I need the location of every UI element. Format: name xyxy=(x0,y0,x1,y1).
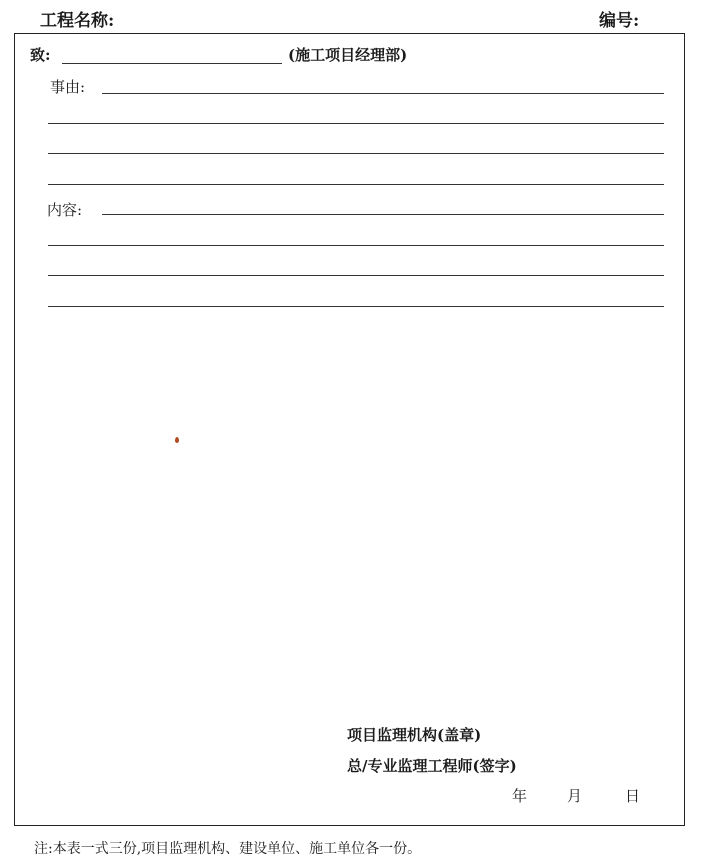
reason-label: 事由: xyxy=(50,78,86,96)
project-name-label: 工程名称: xyxy=(40,11,115,31)
number-label: 编号: xyxy=(599,11,640,31)
to-label: 致: xyxy=(30,46,51,64)
reason-line-2[interactable] xyxy=(48,123,664,124)
date-year: 年 xyxy=(512,787,528,805)
form-frame xyxy=(14,33,685,826)
content-label: 内容: xyxy=(47,201,83,219)
engineer-sign-label: 总/专业监理工程师(签字) xyxy=(347,757,517,775)
footer-note: 注:本表一式三份,项目监理机构、建设单位、施工单位各一份。 xyxy=(34,841,422,857)
reason-line-3[interactable] xyxy=(48,153,664,154)
reason-line-4[interactable] xyxy=(48,184,664,185)
org-seal-label: 项目监理机构(盖章) xyxy=(347,726,482,744)
date-day: 日 xyxy=(625,787,641,805)
content-line-2[interactable] xyxy=(48,245,664,246)
ink-mark xyxy=(175,437,179,443)
content-line-4[interactable] xyxy=(48,306,664,307)
to-recipient-line[interactable] xyxy=(62,63,282,64)
content-line-1[interactable] xyxy=(102,214,664,215)
content-line-3[interactable] xyxy=(48,275,664,276)
to-suffix: (施工项目经理部) xyxy=(288,46,408,64)
date-month: 月 xyxy=(567,787,583,805)
reason-line-1[interactable] xyxy=(102,93,664,94)
